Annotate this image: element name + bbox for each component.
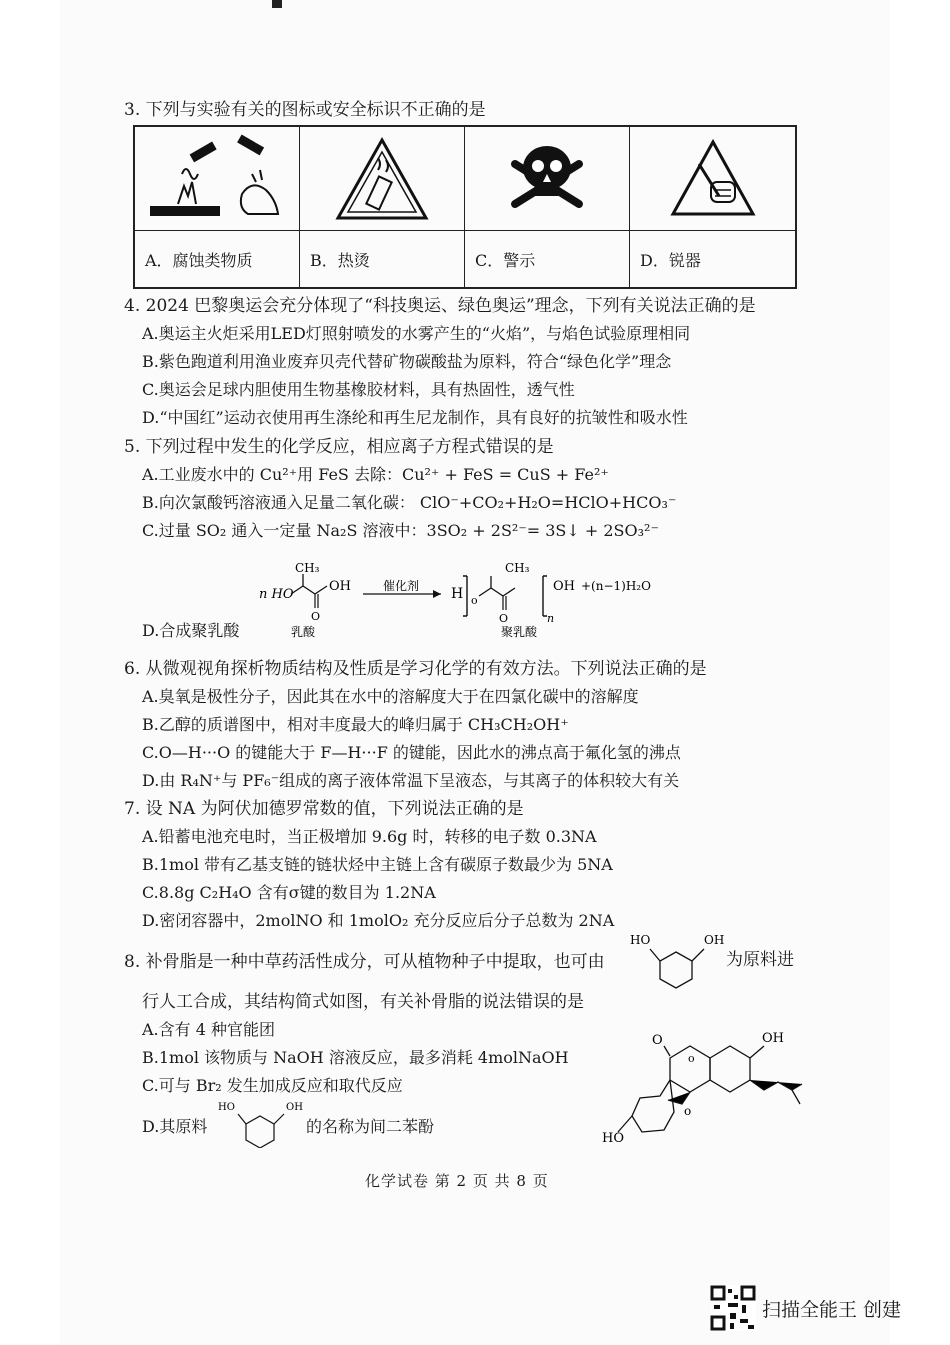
q6-option-b: B.乙醇的质谱图中，相对丰度最大的峰归属于 CH₃CH₂OH⁺	[142, 715, 569, 734]
page-footer: 化学试卷 第 2 页 共 8 页	[365, 1172, 549, 1190]
eq-polylactic-label: 聚乳酸	[501, 625, 538, 639]
skull-crossbones-icon	[465, 127, 630, 231]
corrosive-icon	[135, 127, 300, 231]
svg-text:o: o	[684, 1104, 692, 1118]
q8-stem-1b: 为原料进	[726, 950, 794, 970]
eq-n-ho: n HO	[259, 587, 294, 602]
q8-option-c: C.可与 Br₂ 发生加成反应和取代反应	[142, 1076, 403, 1095]
q4-option-d: D.“中国红”运动衣使用再生涤纶和再生尼龙制作，具有良好的抗皱性和吸水性	[142, 408, 688, 427]
q7-option-c: C.8.8g C₂H₄O 含有σ键的数目为 1.2NA	[142, 883, 436, 902]
svg-text:HO: HO	[218, 1102, 235, 1113]
psoralen-structure	[600, 1020, 830, 1150]
option-a-label: A．腐蚀类物质	[135, 231, 300, 287]
safety-symbol-table	[133, 125, 797, 289]
svg-text:O: O	[499, 612, 509, 625]
q7-option-b: B.1mol 带有乙基支链的链状烃中主链上含有碳原子数最少为 5NA	[142, 855, 613, 874]
scanner-text: 扫描全能王 创建	[762, 1298, 902, 1321]
svg-text:o: o	[688, 1052, 695, 1065]
eq-water: +(n−1)H₂O	[581, 579, 651, 593]
q4-option-c: C.奥运会足球内胆使用生物基橡胶材料，具有热固性，透气性	[142, 380, 575, 399]
res-ho: HO	[630, 933, 651, 947]
scanner-watermark	[710, 1285, 901, 1331]
q5-option-d: D.合成聚乳酸	[142, 621, 240, 640]
res-oh: OH	[704, 933, 725, 947]
q8-option-d-2: 的名称为间二苯酚	[306, 1117, 435, 1136]
option-c-label: C．警示	[465, 231, 630, 287]
resorcinol-small-structure	[218, 1098, 308, 1148]
option-b-label: B．热烫	[300, 231, 465, 287]
q4-option-b: B.紫色跑道利用渔业废弃贝壳代替矿物碳酸盐为原料，符合“绿色化学”理念	[142, 352, 672, 371]
sharp-object-icon	[630, 127, 795, 231]
hot-surface-icon	[300, 127, 465, 231]
q4-option-a: A.奥运主火炬采用LED灯照射喷发的水雾产生的“火焰”，与焰色试验原理相同	[142, 324, 691, 343]
q3-stem: 3. 下列与实验有关的图标或安全标识不正确的是	[124, 100, 486, 120]
scan-mark	[272, 0, 282, 8]
eq-n: n	[547, 612, 555, 625]
q8-option-a: A.含有 4 种官能团	[142, 1020, 275, 1039]
psor-oh: OH	[762, 1031, 784, 1046]
eq-catalyst: 催化剂	[383, 579, 420, 593]
svg-text:O: O	[311, 610, 321, 623]
q6-option-a: A.臭氧是极性分子，因此其在水中的溶解度大于在四氯化碳中的溶解度	[142, 687, 639, 706]
q8-stem-2: 行人工合成，其结构简式如图，有关补骨脂的说法错误的是	[142, 992, 584, 1012]
q6-option-d: D.由 R₄N⁺与 PF₆⁻组成的离子液体常温下呈液态，与其离子的体积较大有关	[142, 771, 680, 790]
q5-option-b: B.向次氯酸钙溶液通入足量二氧化碳： ClO⁻+CO₂+H₂O=HClO+HCO₃⁻	[142, 493, 677, 512]
q7-stem: 7. 设 NA 为阿伏加德罗常数的值，下列说法正确的是	[124, 799, 524, 819]
option-d-label: D．锐器	[640, 250, 701, 270]
svg-text:o: o	[471, 594, 478, 607]
eq-h: H	[451, 586, 464, 602]
eq-oh-right: OH	[553, 579, 575, 594]
q8-option-b: B.1mol 该物质与 NaOH 溶液反应，最多消耗 4molNaOH	[142, 1048, 569, 1067]
eq-ch3-left: CH₃	[295, 561, 320, 575]
q5-option-c: C.过量 SO₂ 通入一定量 Na₂S 溶液中：3SO₂ + 2S²⁻= 3S↓ + 2SO₃²⁻	[142, 521, 659, 540]
q4-stem: 4. 2024 巴黎奥运会充分体现了“科技奥运、绿色奥运”理念，下列有关说法正确的是	[124, 296, 756, 316]
q5-stem: 5. 下列过程中发生的化学反应，相应离子方程式错误的是	[124, 437, 554, 457]
resorcinol-structure	[630, 930, 725, 990]
q6-stem: 6. 从微观视角探析物质结构及性质是学习化学的有效方法。下列说法正确的是	[124, 659, 707, 679]
psor-o: O	[652, 1033, 663, 1048]
polylactic-acid-equation	[255, 556, 685, 640]
q7-option-d: D.密闭容器中，2molNO 和 1molO₂ 充分反应后分子总数为 2NA	[142, 911, 615, 930]
psor-ho: HO	[602, 1131, 624, 1146]
eq-oh-left: OH	[329, 579, 351, 594]
q8-option-d-1: D.其原料	[142, 1117, 208, 1136]
eq-lactic-label: 乳酸	[291, 625, 316, 639]
q6-option-c: C.O—H···O 的键能大于 F—H···F 的键能，因此水的沸点高于氟化氢的沸点	[142, 743, 681, 762]
q5-option-a: A.工业废水中的 Cu²⁺用 FeS 去除：Cu²⁺ + FeS = CuS + Fe²⁺	[142, 465, 609, 484]
qr-code-icon	[710, 1285, 756, 1331]
q8-stem-1: 8. 补骨脂是一种中草药活性成分，可从植物种子中提取，也可由	[124, 952, 605, 972]
q7-option-a: A.铅蓄电池充电时，当正极增加 9.6g 时，转移的电子数 0.3NA	[142, 827, 597, 846]
svg-text:OH: OH	[286, 1102, 303, 1113]
eq-ch3-right: CH₃	[505, 561, 530, 575]
